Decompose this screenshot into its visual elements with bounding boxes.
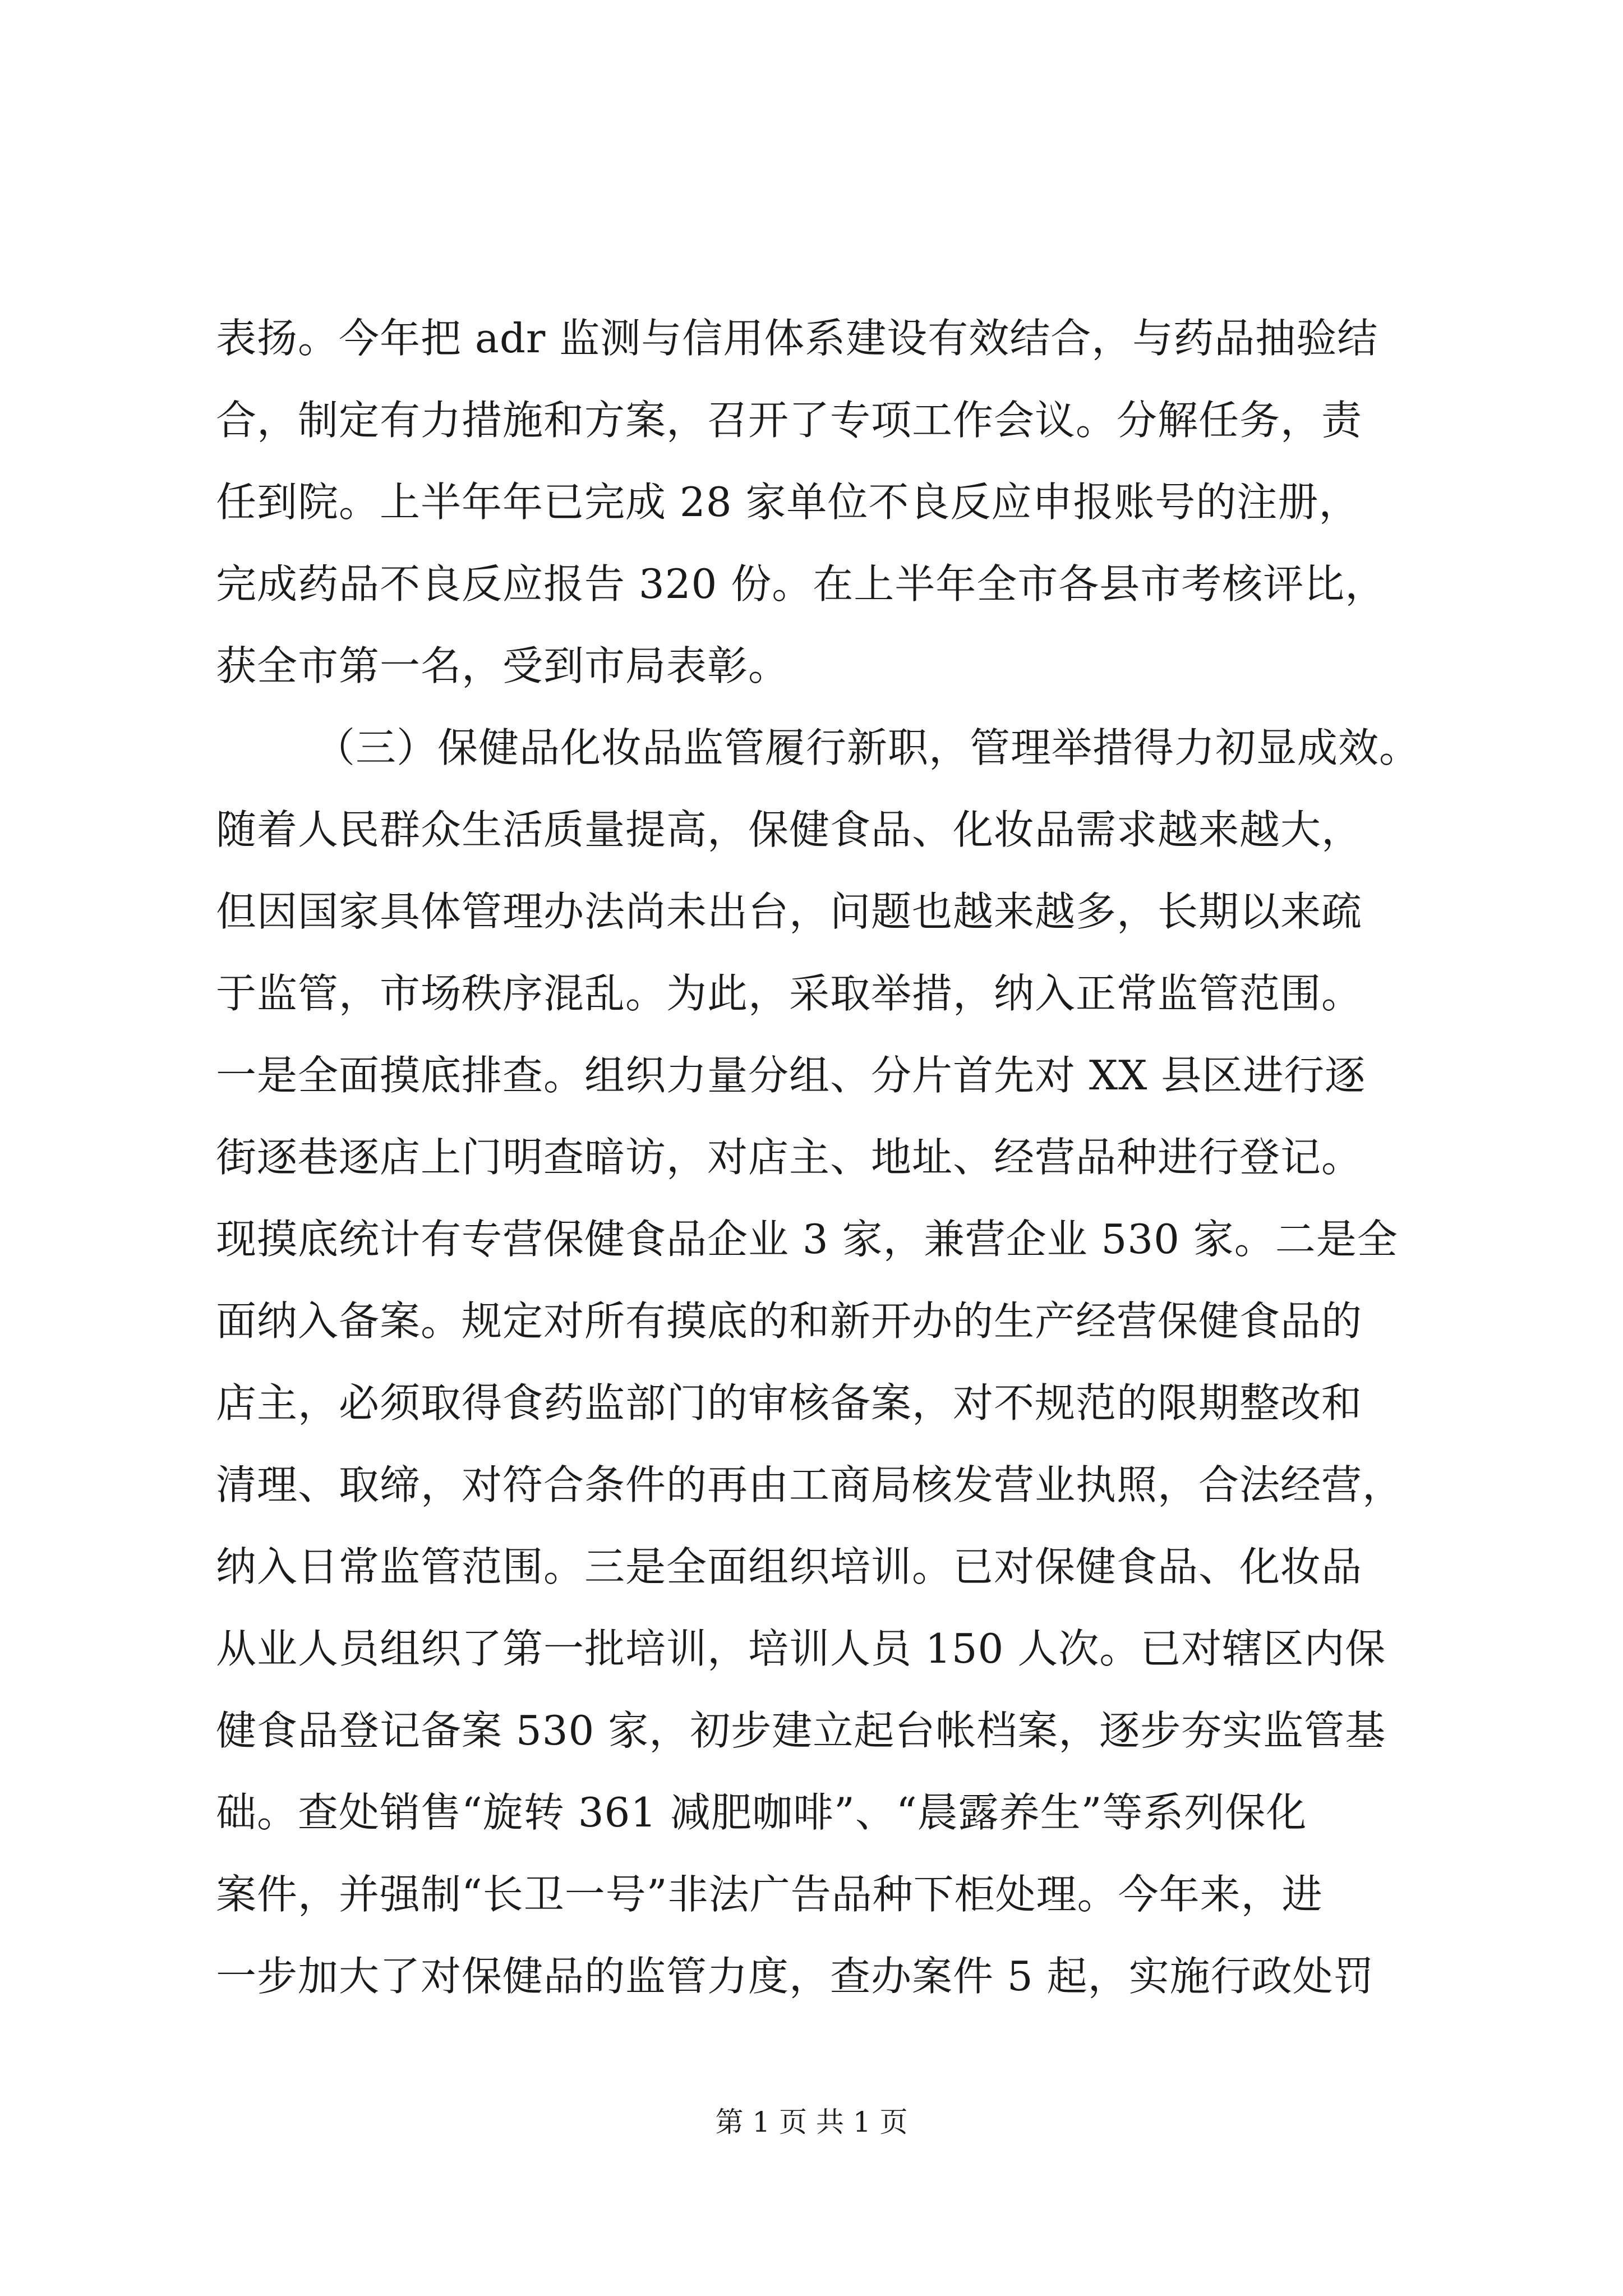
text-line: 案件，并强制“长卫一号”非法广告品种下柜处理。今年来，进 (216, 1871, 1323, 1918)
page-footer: 第 1 页 共 1 页 (715, 2106, 908, 2138)
text-line: 表扬。今年把 adr 监测与信用体系建设有效结合，与药品抽验结 (216, 315, 1378, 362)
text-line: 础。查处销售“旋转 361 减肥咖啡”、“晨露养生”等系列保化 (216, 1789, 1307, 1836)
text-line: 面纳入备案。规定对所有摸底的和新开办的生产经营保健食品的 (216, 1297, 1363, 1345)
text-line: 于监管，市场秩序混乱。为此，采取举措，纳入正常监管范围。 (216, 970, 1363, 1017)
text-line: 任到院。上半年年已完成 28 家单位不良反应申报账号的注册， (216, 478, 1360, 526)
text-line: 现摸底统计有专营保健食品企业 3 家，兼营企业 530 家。二是全 (216, 1216, 1398, 1263)
document-body (216, 297, 1444, 2017)
text-line: 从业人员组织了第一批培训，培训人员 150 人次。已对辖区内保 (216, 1625, 1386, 1672)
text-line: 但因国家具体管理办法尚未出台，问题也越来越多，长期以来疏 (216, 888, 1363, 935)
text-line: 街逐巷逐店上门明查暗访，对店主、地址、经营品种进行登记。 (216, 1134, 1363, 1181)
text-line: 一步加大了对保健品的监管力度，查办案件 5 起，实施行政处罚 (216, 1953, 1375, 2000)
text-line: 一是全面摸底排查。组织力量分组、分片首先对 XX 县区进行逐 (216, 1052, 1366, 1099)
section-heading-line: （三）保健品化妆品监管履行新职，管理举措得力初显成效。 (315, 724, 1421, 771)
text-line: 完成药品不良反应报告 320 份。在上半年全市各县市考核评比， (216, 560, 1386, 608)
text-line: 清理、取缔，对符合条件的再由工商局核发营业执照，合法经营， (216, 1461, 1404, 1508)
text-line: 店主，必须取得食药监部门的审核备案，对不规范的限期整改和 (216, 1379, 1363, 1427)
text-line: 合，制定有力措施和方案，召开了专项工作会议。分解任务，责 (216, 397, 1363, 444)
text-line: 随着人民群众生活质量提高，保健食品、化妆品需求越来越大， (216, 806, 1363, 853)
text-line: 获全市第一名，受到市局表彰。 (216, 642, 790, 689)
text-line: 健食品登记备案 530 家，初步建立起台帐档案，逐步夯实监管基 (216, 1707, 1386, 1754)
text-line: 纳入日常监管范围。三是全面组织培训。已对保健食品、化妆品 (216, 1543, 1363, 1590)
